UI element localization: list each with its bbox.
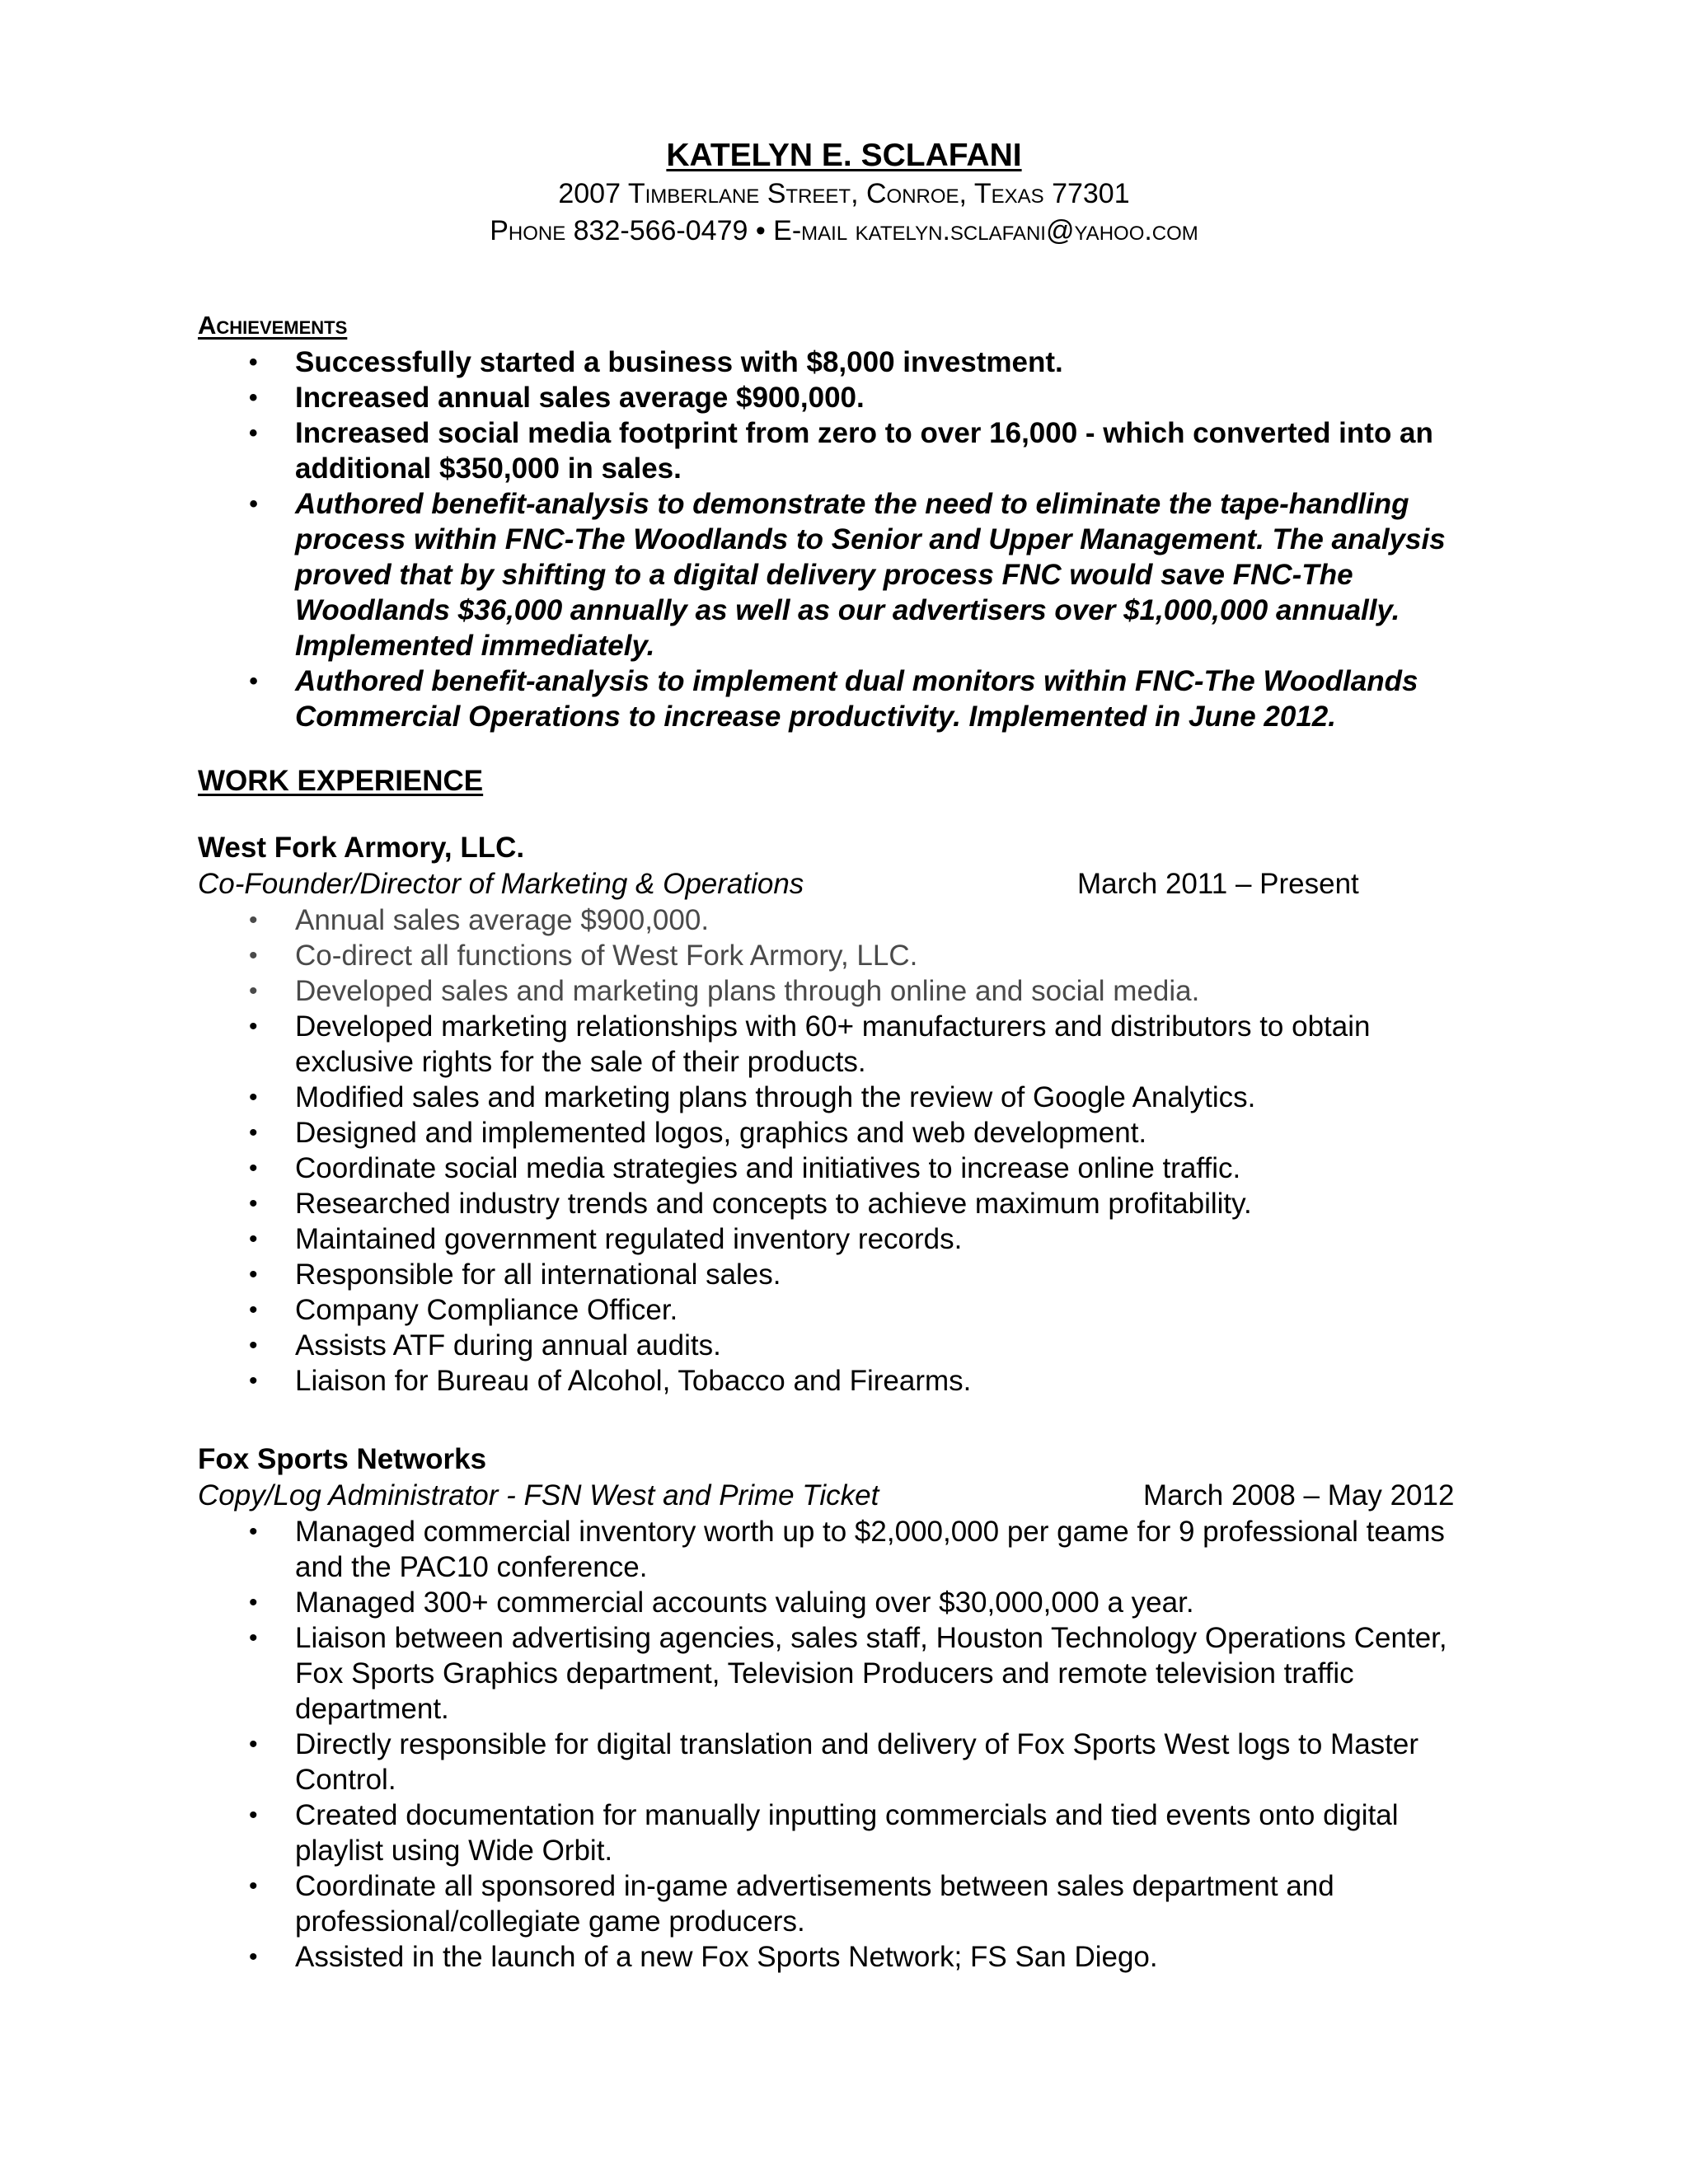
bullet-icon: • xyxy=(249,668,258,695)
achievements-section xyxy=(198,307,1484,734)
bullet-icon: • xyxy=(249,1119,258,1146)
job-dates: March 2011 – Present xyxy=(1077,868,1359,900)
job-duties-list xyxy=(198,902,1484,1399)
list-item xyxy=(198,1727,1484,1797)
bullet-icon: • xyxy=(249,1190,258,1217)
list-item-text: Annual sales average $900,000. xyxy=(295,904,710,936)
list-item xyxy=(198,415,1484,486)
list-item xyxy=(198,1328,1484,1363)
address-line: 2007 Timberlane Street, Conroe, Texas 77301 xyxy=(558,178,1130,209)
achievements-list xyxy=(198,344,1484,734)
list-item-text: Assists ATF during annual audits. xyxy=(295,1329,721,1361)
company-name: Fox Sports Networks xyxy=(198,1443,487,1475)
list-item xyxy=(198,973,1484,1009)
list-item-text: Increased social media footprint from zero to over 16,000 - which converted into an additional $350,000 in sales. xyxy=(295,417,1433,485)
list-item-text: Responsible for all international sales. xyxy=(295,1258,781,1291)
list-item-text: Authored benefit-analysis to demonstrate the need to eliminate the tape-handling process within FNC-The Woodlands to Senior and Upper Management. The analysis proved that by shifting to a digital delivery process FNC would save FNC-The Woodlands $36,000 annually as well as our advertisers over $1,000,000 annually. Implemented immediately. xyxy=(295,488,1446,662)
list-item-text: Authored benefit-analysis to implement dual monitors within FNC-The Woodlands Commercial Operations to increase productivity. Implemented in June 2012. xyxy=(295,665,1418,733)
list-item xyxy=(198,663,1484,734)
list-item-text: Developed sales and marketing plans through online and social media. xyxy=(295,975,1200,1007)
list-item xyxy=(198,1009,1484,1080)
list-item-text: Liaison between advertising agencies, sales staff, Houston Technology Operations Center, Fox Sports Graphics department, Television Producers and remote television traffic department. xyxy=(295,1622,1447,1725)
bullet-icon: • xyxy=(249,977,258,1005)
list-item xyxy=(198,1514,1484,1585)
list-item xyxy=(198,1620,1484,1727)
list-item-text: Directly responsible for digital translation and delivery of Fox Sports West logs to Master Control. xyxy=(295,1728,1419,1796)
bullet-icon: • xyxy=(249,907,258,934)
work-section xyxy=(198,762,1484,800)
bullet-icon: • xyxy=(249,1226,258,1253)
bullet-icon: • xyxy=(249,1013,258,1040)
list-item-text: Assisted in the launch of a new Fox Sports Network; FS San Diego. xyxy=(295,1941,1158,1973)
job-role: Copy/Log Administrator - FSN West and Prime Ticket xyxy=(198,1479,879,1511)
bullet-icon: • xyxy=(249,1332,258,1359)
bullet-icon: • xyxy=(249,1296,258,1324)
list-item xyxy=(198,1585,1484,1620)
list-item xyxy=(198,380,1484,415)
company-name: West Fork Armory, LLC. xyxy=(198,832,525,864)
job-dates: March 2008 – May 2012 xyxy=(1143,1479,1455,1511)
work-experience-title: WORK EXPERIENCE xyxy=(198,765,484,797)
bullet-icon: • xyxy=(249,1589,258,1616)
job-role: Co-Founder/Director of Marketing & Operations xyxy=(198,868,804,900)
list-item-text: Co-direct all functions of West Fork Armory, LLC. xyxy=(295,940,918,972)
bullet-icon: • xyxy=(249,419,258,447)
list-item xyxy=(198,1221,1484,1257)
bullet-icon: • xyxy=(249,1084,258,1111)
list-item-text: Designed and implemented logos, graphics and web development. xyxy=(295,1117,1147,1149)
list-item xyxy=(198,1080,1484,1115)
bullet-icon: • xyxy=(249,349,258,376)
list-item xyxy=(198,1186,1484,1221)
list-item-text: Company Compliance Officer. xyxy=(295,1294,678,1326)
achievements-title: Achievements xyxy=(198,311,348,340)
list-item-text: Managed 300+ commercial accounts valuing over $30,000,000 a year. xyxy=(295,1586,1194,1619)
list-item-text: Maintained government regulated inventory records. xyxy=(295,1223,963,1255)
list-item-text: Liaison for Bureau of Alcohol, Tobacco and Firearms. xyxy=(295,1365,972,1397)
list-item xyxy=(198,1151,1484,1186)
list-item xyxy=(198,1797,1484,1868)
bullet-icon: • xyxy=(249,490,258,518)
list-item-text: Modified sales and marketing plans through the review of Google Analytics. xyxy=(295,1081,1256,1113)
list-item-text: Coordinate all sponsored in-game advertisements between sales department and professional/collegiate game producers. xyxy=(295,1870,1334,1938)
job-duties-list xyxy=(198,1514,1484,1975)
job-west-fork xyxy=(198,830,1484,1399)
bullet-icon: • xyxy=(249,1943,258,1971)
bullet-icon: • xyxy=(249,1802,258,1829)
bullet-icon: • xyxy=(249,1367,258,1394)
list-item xyxy=(198,1939,1484,1975)
list-item xyxy=(198,938,1484,973)
list-item-text: Managed commercial inventory worth up to $2,000,000 per game for 9 professional teams and the PAC10 conference. xyxy=(295,1516,1445,1583)
bullet-icon: • xyxy=(249,1518,258,1545)
list-item xyxy=(198,902,1484,938)
contact-line: Phone 832-566-0479 • E-mail katelyn.sclafani@yahoo.com xyxy=(490,215,1198,246)
bullet-icon: • xyxy=(249,1155,258,1182)
resume-header xyxy=(0,136,1688,250)
list-item-text: Researched industry trends and concepts to achieve maximum profitability. xyxy=(295,1188,1252,1220)
bullet-icon: • xyxy=(249,1872,258,1900)
list-item xyxy=(198,1115,1484,1151)
list-item-text: Successfully started a business with $8,000 investment. xyxy=(295,346,1063,378)
job-fox-sports xyxy=(198,1441,1484,1975)
role-row xyxy=(198,1478,1484,1514)
role-row xyxy=(198,866,1484,902)
bullet-icon: • xyxy=(249,1731,258,1758)
list-item-text: Developed marketing relationships with 60+ manufacturers and distributors to obtain exclusive rights for the sale of their products. xyxy=(295,1010,1371,1078)
candidate-name: KATELYN E. SCLAFANI xyxy=(666,138,1022,173)
list-item xyxy=(198,344,1484,380)
bullet-icon: • xyxy=(249,1261,258,1288)
list-item xyxy=(198,1868,1484,1939)
list-item xyxy=(198,486,1484,663)
bullet-icon: • xyxy=(249,384,258,411)
bullet-icon: • xyxy=(249,1624,258,1652)
list-item-text: Increased annual sales average $900,000. xyxy=(295,382,865,414)
bullet-icon: • xyxy=(249,942,258,969)
list-item-text: Coordinate social media strategies and initiatives to increase online traffic. xyxy=(295,1152,1241,1184)
list-item xyxy=(198,1292,1484,1328)
list-item-text: Created documentation for manually inputting commercials and tied events onto digital playlist using Wide Orbit. xyxy=(295,1799,1399,1867)
list-item xyxy=(198,1363,1484,1399)
list-item xyxy=(198,1257,1484,1292)
